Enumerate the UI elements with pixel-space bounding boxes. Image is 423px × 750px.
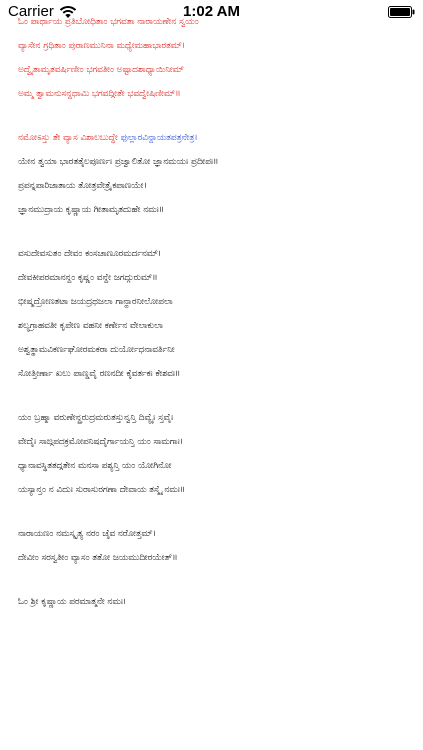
verse-line-text: ದೇವೀಂ ಸರಸ್ವತೀಂ ವ್ಯಾಸಂ ತತೋ ಜಯಮುದೀರಯೇತ್॥ xyxy=(18,553,178,563)
verse-line-text: ಅಶ್ವತ್ಥಾಮವಿಕರ್ಣಘೋರಮಕರಾ ದುರ್ಯೋಧನಾವರ್ತಿನೀ xyxy=(18,345,175,355)
verse-line-continuation: ಫುಲ್ಲಾರವಿನ್ದಾಯತಪತ್ರನೇತ್ರ। xyxy=(117,133,198,143)
verse-line-text: ಓಂ ಶ್ರೀ ಕೃಷ್ಣಾಯ ಪರಮಾತ್ಮನೇ ನಮಃ। xyxy=(18,597,127,607)
verse-line-text: ವೇದೈಃ ಸಾಙ್ಗಪದಕ್ರಮೋಪನಿಷದೈರ್ಗಾಯನ್ತಿ ಯಂ ಸಾಮಗಾಃ। xyxy=(18,437,183,447)
verse-line-text: ಧ್ಯಾನಾವಸ್ಥಿತತದ್ಗತೇನ ಮನಸಾ ಪಶ್ಯನ್ತಿ ಯಂ ಯೋಗಿನೋ xyxy=(18,461,172,471)
verse-line-text: ಅದ್ವೈತಾಮೃತವರ್ಷಿಣೀಂ ಭಗವತೀಂ ಅಷ್ಟಾದಶಾಧ್ಯಾಯಿನೀಮ್ xyxy=(18,65,184,75)
verse-list xyxy=(0,10,423,614)
verse-line xyxy=(18,58,423,82)
verse-line xyxy=(18,406,423,430)
verse-line-text: ನಾರಾಯಣಂ ನಮಸ್ಕೃತ್ಯ ನರಂ ಚೈವ ನರೋತ್ತಮ್। xyxy=(18,529,156,539)
verse-line xyxy=(18,34,423,58)
verse-line-text: ಯಂ ಬ್ರಹ್ಮಾ ವರುಣೇನ್ದ್ರರುದ್ರಮರುತಸ್ತುನ್ವನ್ತಿ ದಿವ್ಯೈಃ ಸ್ತವೈಃ xyxy=(18,413,174,423)
verse-line xyxy=(18,314,423,338)
verse-line-text: ದೇವಕೀಪರಮಾನನ್ದಂ ಕೃಷ್ಣಂ ವನ್ದೇ ಜಗದ್ಗುರುಮ್॥ xyxy=(18,273,158,283)
stanza-gap xyxy=(18,386,423,406)
status-time: 1:02 AM xyxy=(183,3,240,20)
verse-line xyxy=(18,430,423,454)
verse-line-text: ಭೀಷ್ಮದ್ರೋಣತಟಾ ಜಯದ್ರಥಜಲಾ ಗಾನ್ಧಾರನೀಲೋಪಲಾ xyxy=(18,297,173,307)
verse-line-text: ವಸುದೇವಸುತಂ ದೇವಂ ಕಂಸಚಾಣೂರಮರ್ದನಮ್। xyxy=(18,249,162,259)
verse-line-text: ಜ್ಞಾನಮುದ್ರಾಯ ಕೃಷ್ಣಾಯ ಗೀತಾಮೃತದುಹೇ ನಮಃ॥ xyxy=(18,205,165,215)
verse-line xyxy=(18,338,423,362)
verse-line xyxy=(18,590,423,614)
verse-line-text: ಯಸ್ಯಾನ್ತಂ ನ ವಿದುಃ ಸುರಾಸುರಗಣಾ ದೇವಾಯ ತಸ್ಮೈ ನಮಃ॥ xyxy=(18,485,186,495)
carrier-label: Carrier xyxy=(8,3,54,20)
verse-line-text: ಓಂ ಪಾರ್ಥಾಯ ಪ್ರತಿಬೋಧಿತಾಂ ಭಗವತಾ ನಾರಾಯಣೇನ ಸ್ವಯಂ xyxy=(18,17,199,27)
stanza xyxy=(18,242,423,386)
verse-line xyxy=(18,266,423,290)
stanza xyxy=(18,590,423,614)
stanza-gap xyxy=(18,222,423,242)
stanza-gap xyxy=(18,502,423,522)
stanza-gap xyxy=(18,106,423,126)
verse-line-text: ಪ್ರಪನ್ನಪಾರಿಜಾತಾಯ ತೋತ್ರವೇತ್ರೈಕಪಾಣಯೇ। xyxy=(18,181,147,191)
verse-line xyxy=(18,174,423,198)
verse-line xyxy=(18,522,423,546)
verse-line-text: ಶಲ್ಯಗ್ರಾಹವತೀ ಕೃಪೇಣ ವಹನೀ ಕರ್ಣೇನ ವೇಲಾಕುಲಾ xyxy=(18,321,163,331)
verse-line-text: ಅಮ್ಮ ತ್ವಾಮನುಸನ್ದಧಾಮಿ ಭಗವದ್ಗೀತೇ ಭವದ್ವೇಷಿಣೀಮ್॥ xyxy=(18,89,181,99)
verse-line xyxy=(18,546,423,570)
stanza xyxy=(18,522,423,570)
gita-dhyanam-content[interactable] xyxy=(0,17,423,750)
stanza xyxy=(18,10,423,106)
verse-line xyxy=(18,126,423,150)
verse-line-text: ವ್ಯಾಸೇನ ಗ್ರಥಿತಾಂ ಪುರಾಣಮುನಿನಾ ಮಧ್ಯೇಮಹಾಭಾರತಮ್। xyxy=(18,41,186,51)
verse-line xyxy=(18,82,423,106)
verse-line xyxy=(18,454,423,478)
stanza xyxy=(18,406,423,502)
verse-line-text: ಸೋತ್ತೀರ್ಣಾ ಖಲು ಪಾಣ್ಡವೈ ರಣನದೀ ಕೈವರ್ತಕಃ ಕೇಶವಃ॥ xyxy=(18,369,181,379)
verse-line xyxy=(18,10,423,34)
stanza xyxy=(18,126,423,222)
verse-line-text: ನಮೋಽಸ್ತು ತೇ ವ್ಯಾಸ ವಿಶಾಲಬುದ್ಧೇ xyxy=(18,133,118,143)
verse-line xyxy=(18,198,423,222)
verse-line-text: ಯೇನ ತ್ವಯಾ ಭಾರತತೈಲಪೂರ್ಣಃ ಪ್ರಜ್ವಾಲಿತೋ ಜ್ಞಾನಮಯಃ ಪ್ರದೀಪಃ॥ xyxy=(18,157,219,167)
verse-line xyxy=(18,242,423,266)
verse-line xyxy=(18,362,423,386)
verse-line xyxy=(18,290,423,314)
verse-line xyxy=(18,150,423,174)
stanza-gap xyxy=(18,570,423,590)
verse-line xyxy=(18,478,423,502)
